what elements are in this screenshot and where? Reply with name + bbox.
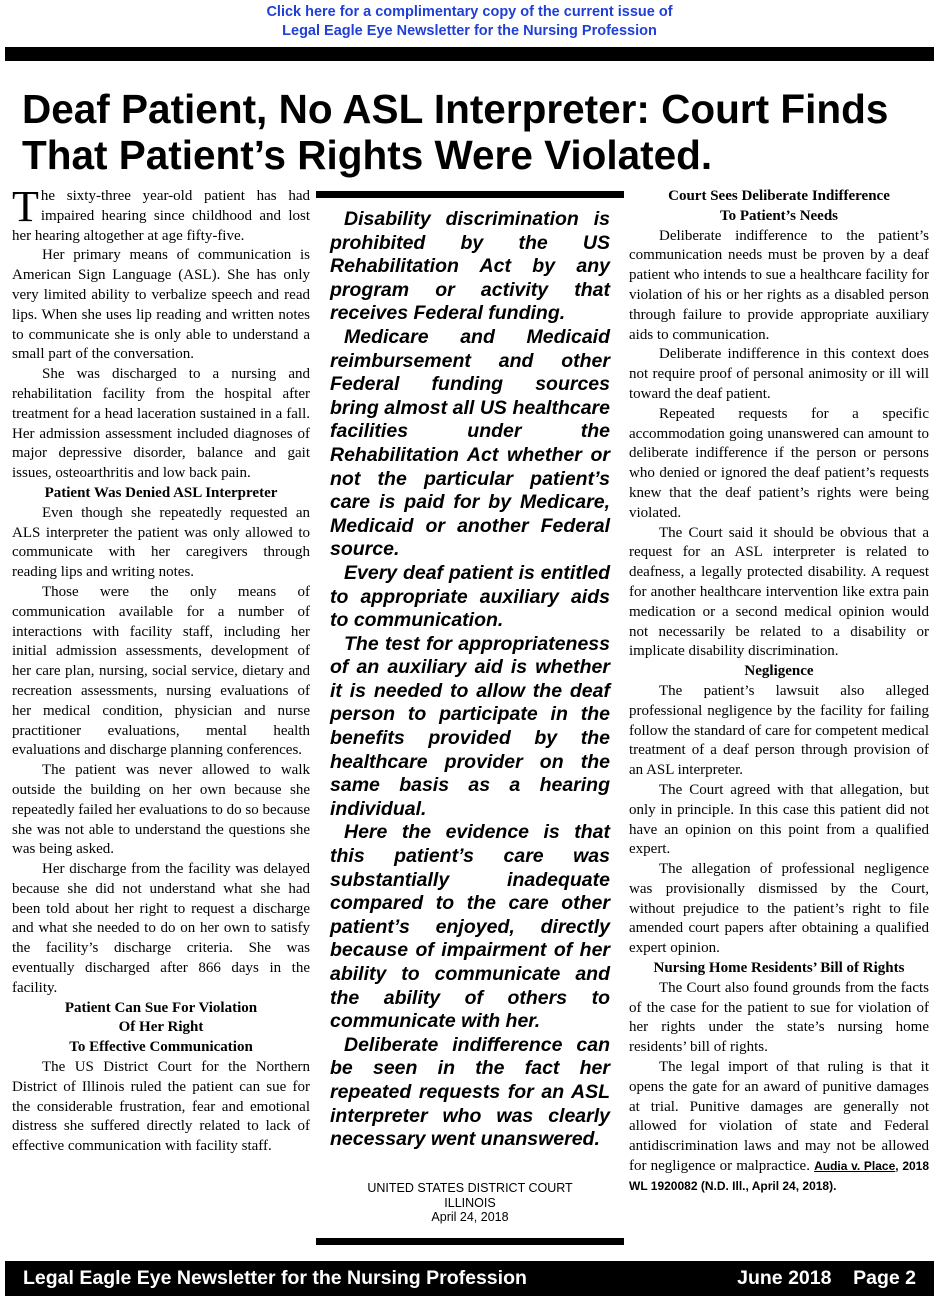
pullquote-paragraph: Disability discrimination is prohibited by the US Rehabilitation Act by any program or activity that receives Federal funding. — [330, 208, 610, 325]
pullquote-top-rule — [316, 191, 624, 198]
section-heading: Negligence — [744, 663, 814, 680]
headline: Deaf Patient, No ASL Interpreter: Court Finds That Patient’s Rights Were Violated. — [22, 86, 889, 178]
case-citation: Audia v. Place, 2018 WL 1920082 (N.D. Ill., April 24, 2018). — [629, 1159, 930, 1193]
pullquote-paragraph: Deliberate indifference can be seen in the fact her repeated requests for an ASL interpreter who was clearly necessary went unanswered. — [330, 1033, 610, 1151]
pullquote-paragraph: Here the evidence is that this patient’s care was substantially inadequate compared to the care other patient’s enjoyed, directly because of impairment of her ability to communicate and the ability of others to communicate with her. — [330, 821, 610, 1033]
paragraph: The patient’s lawsuit also alleged professional negligence by the facility for failing follow the standard of care for competent medical treatment of a deaf person through provision of an ASL interpreter. — [629, 682, 929, 779]
drop-cap: T — [12, 182, 39, 231]
left-column — [12, 182, 310, 1157]
paragraph: The Court said it should be obvious that a request for an ASL interpreter is related to deafness, a legally protected disability. A request for another healthcare intervention like extra pain medication or a second medical opinion would not necessarily be related to a disability or implicate disability discrimination. — [629, 524, 929, 660]
paragraph: The patient was never allowed to walk outside the building on her own because she repeatedly failed her evaluations to do so because she was not able to understand the questions she was being asked. — [12, 762, 310, 858]
pullquote-paragraph: Medicare and Medicaid reimbursement and other Federal funding sources bring almost all US healthcare facilities under the Rehabilitation Act whether or not the particular patient’s care is paid for by Medicare, Medicaid or another Federal source. — [330, 325, 610, 561]
paragraph: The US District Court for the Northern District of Illinois ruled the patient can sue for the considerable frustration, fear and emotional distress she suffered directly related to lack of effective communication with facility staff. — [12, 1059, 310, 1155]
paragraph: The allegation of professional negligence was provisionally dismissed by the Court, without prejudice to the patient’s right to file amended court papers after obtaining a qualified expert opinion. — [629, 861, 929, 957]
paragraph: The legal import of that ruling is that it opens the gate for an award of punitive damages at trial. Punitive damages are generally not allowed for violation of state and Federal antidiscrimination laws and may not be allowed for negligence or malpractice. Audia v. Place, 2018 WL 1920082 (N.D. Ill., April 24, 2018). — [629, 1059, 930, 1193]
link-line-2[interactable]: Legal Eagle Eye Newsletter for the Nursing Profession — [282, 23, 657, 39]
pullquote-paragraph: Every deaf patient is entitled to appropriate auxiliary aids to communication. — [330, 561, 610, 632]
section-heading: Patient Can Sue For Violation Of Her Right To Effective Communication — [64, 999, 258, 1056]
paragraph: The Court agreed with that allegation, but only in principle. In this case this patient did not have an opinion on this point from a qualified expert. — [629, 781, 929, 858]
paragraph: Those were the only means of communication available for a number of interactions with facility staff, including her initial admission assessments, development of her care plan, nursing, social service, dietary and recreation assessments, nursing evaluations of her medical condition, physician and nurse practitioner evaluations, mental health evaluations and discharge planning conferences. — [12, 583, 310, 759]
paragraph: Repeated requests for a specific accommodation going unanswered can amount to deliberate indifference if the person or persons who denied or ignored the deaf patient’s requests knew that the deaf patient’s rights were being violated. — [629, 405, 929, 521]
top-rule — [5, 47, 934, 61]
right-column — [629, 187, 929, 1197]
section-heading: Nursing Home Residents’ Bill of Rights — [653, 960, 905, 977]
section-heading: Court Sees Deliberate Indifference To Patient’s Needs — [668, 188, 890, 224]
footer-bar — [5, 1261, 934, 1296]
pullquote-paragraph: The test for appropriateness of an auxiliary aid is whether it is needed to allow the deaf person to participate in the benefits provided by the healthcare provider on the same basis as a hearing individual. — [330, 632, 610, 820]
complimentary-copy-link[interactable] — [0, 3, 939, 41]
paragraph: Her discharge from the facility was delayed because she did not understand what she had been told about her right to request a discharge and what she needed to do on her own to satisfy the facility’s discharge criteria. She was eventually discharged after 866 days in the facility. — [12, 861, 310, 996]
footer-issue-page: June 2018 Page 2 — [737, 1267, 916, 1289]
paragraph: Deliberate indifference to the patient’s communication needs must be proven by a deaf patient who intends to sue a healthcare facility for violation of his or her rights as a disabled person through failure to provide appropriate auxiliary aids to communication. — [629, 227, 929, 343]
paragraph: The sixty-three year-old patient has had impaired hearing since childhood and lost her hearing altogether at age fifty-five. — [12, 182, 310, 244]
link-line-1[interactable]: Click here for a complimentary copy of the current issue of — [266, 4, 673, 20]
court-source: UNITED STATES DISTRICT COURT ILLINOIS April 24, 2018 — [367, 1181, 573, 1224]
footer-newsletter-title: Legal Eagle Eye Newsletter for the Nursing Profession — [23, 1267, 527, 1289]
pullquote-bottom-rule — [316, 1238, 624, 1245]
paragraph: Deliberate indifference in this context does not require proof of personal animosity or ill will toward the deaf patient. — [629, 346, 929, 402]
section-heading: Patient Was Denied ASL Interpreter — [44, 484, 278, 501]
paragraph: She was discharged to a nursing and rehabilitation facility from the hospital after treatment for a head laceration sustained in a fall. Her admission assessment included diagnoses of major depressive disorder, balance and gait issues, osteoarthritis and low back pain. — [12, 366, 310, 482]
pullquote — [330, 208, 610, 1152]
paragraph: Even though she repeatedly requested an ALS interpreter the patient was only allowed to communicate with her caregivers through reading lips and writing notes. — [12, 504, 310, 581]
paragraph: Her primary means of communication is American Sign Language (ASL). She has only very limited ability to verbalize speech and read lips. When she uses lip reading and written notes to communicate she is only able to understand a small part of the conversation. — [12, 247, 310, 363]
paragraph: The Court also found grounds from the facts of the case for the patient to sue for violation of her rights under the state’s nursing home residents’ bill of rights. — [629, 979, 929, 1056]
